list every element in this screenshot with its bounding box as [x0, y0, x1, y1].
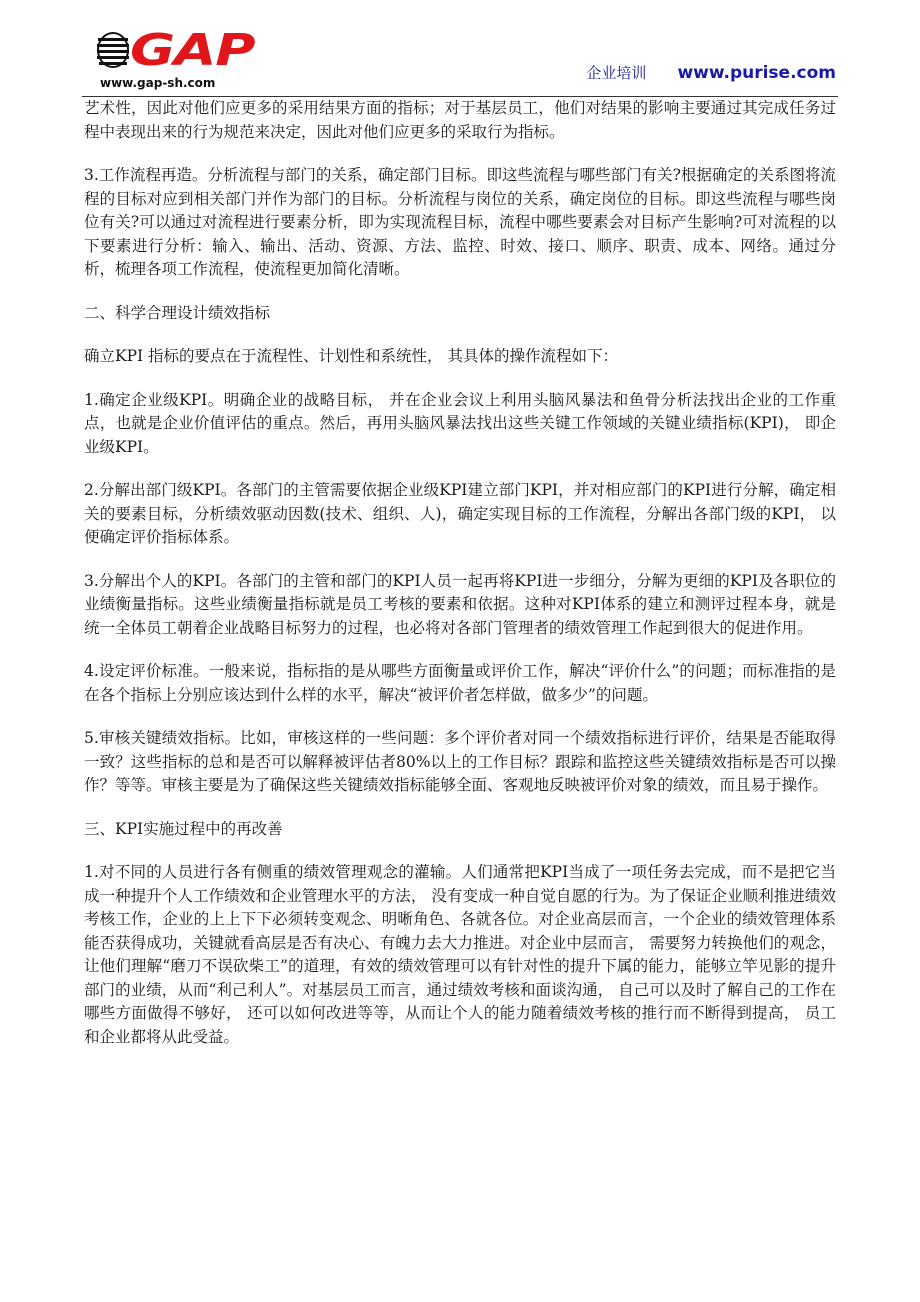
paragraph: 5.审核关键绩效指标。比如，审核这样的一些问题：多个评价者对同一个绩效指标进行评价，结果是否能取得一致？这些指标的总和是否可以解释被评估者80%以上的工作目标？跟踪和监控这些关键绩效指标是否可以操作？等等。审核主要是为了确保这些关键绩效指标能够全面、客观地反映被评价对象的绩效，而且易于操作。 — [84, 729, 836, 794]
paragraph-spacer — [84, 640, 836, 660]
paragraph-spacer — [84, 707, 836, 727]
site-url-link[interactable]: www.purise.com — [677, 63, 836, 83]
logo-url: www.gap-sh.com — [100, 76, 216, 90]
globe-icon — [96, 30, 130, 70]
paragraph: 3.分解出个人的KPI。各部门的主管和部门的KPI人员一起再将KPI进一步细分，分解为更细的KPI及各职位的业绩衡量指标。这些业绩衡量指标就是员工考核的要素和依据。这种对KPI体系的建立和测评过程本身，就是统一全体员工朝着企业战略目标努力的过程，也必将对各部门管理者的绩效管理工作起到很大的促进作用。 — [84, 571, 836, 637]
paragraph-spacer — [84, 841, 836, 861]
paragraph: 1.确定企业级KPI。明确企业的战略目标， 并在企业会议上利用头脑风暴法和鱼骨分析法找出企业的工作重点，也就是企业价值评估的重点。然后，再用头脑风暴法找出这些关键工作领域的关键业绩指标(KPI)， 即企业级KPI。 — [84, 390, 836, 456]
paragraph-spacer — [84, 369, 836, 389]
paragraph: 4.设定评价标准。一般来说，指标指的是从哪些方面衡量或评价工作，解决“评价什么”的问题；而标准指的是在各个指标上分别应该达到什么样的水平，解决“被评价者怎样做，做多少”的问题。 — [84, 662, 836, 704]
paragraph-spacer — [84, 282, 836, 302]
paragraph: 2.分解出部门级KPI。各部门的主管需要依据企业级KPI建立部门KPI，并对相应部门的KPI进行分解，确定相关的要素目标，分析绩效驱动因数(技术、组织、人)，确定实现目标的工作流程，分解出各部门级的KPI， 以便确定评价指标体系。 — [84, 481, 836, 546]
section-heading: 三、KPI实施过程中的再改善 — [84, 819, 283, 838]
paragraph-spacer — [84, 144, 836, 164]
paragraph: 确立KPI 指标的要点在于流程性、计划性和系统性， 其具体的操作流程如下： — [84, 347, 618, 365]
paragraph: 3.工作流程再造。分析流程与部门的关系，确定部门目标。即这些流程与哪些部门有关?根据确定的关系图将流程的目标对应到相关部门并作为部门的目标。分析流程与岗位的关系，确定岗位的目标。即这些流程与哪些岗位有关?可以通过对流程进行要素分析，即为实现流程目标，流程中哪些要素会对目标产生影响?可对流程的以下要素进行分析：输入、输出、活动、资源、方法、监控、时效、接口、顺序、职责、成本、网络。通过分析，梳理各项工作流程，使流程更加简化清晰。 — [84, 166, 836, 278]
paragraph: 1.对不同的人员进行各有侧重的绩效管理观念的灌输。人们通常把KPI当成了一项任务去完成，而不是把它当成一种提升个人工作绩效和企业管理水平的方法， 没有变成一种自觉自愿的行为。为了保证企业顺利推进绩效考核工作，企业的上上下下必须转变观念、明晰角色、各就各位。对企业高层而言，一个企业的绩效管理体系能否获得成功，关键就看高层是否有决心、有魄力去大力推进。对企业中层而言， 需要努力转换他们的观念，让他们理解“磨刀不误砍柴工”的道理，有效的绩效管理可以有针对性的提升下属的能力，能够立竿见影的提升部门的业绩，从而“利己利人”。对基层员工而言，通过绩效考核和面谈沟通， 自己可以及时了解自己的工作在哪些方面做得不够好， 还可以如何改进等等，从而让个人的能力随着绩效考核的推行而不断得到提高， 员工和企业都将从此受益。 — [84, 863, 836, 1046]
header-links — [586, 62, 836, 83]
nav-link-training[interactable]: 企业培训 — [586, 64, 647, 82]
paragraph: 艺术性，因此对他们应更多的采用结果方面的指标；对于基层员工，他们对结果的影响主要通过其完成任务过程中表现出来的行为规范来决定，因此对他们应更多的采取行为指标。 — [84, 99, 836, 141]
logo-wordmark: GAP — [130, 25, 255, 76]
paragraph-spacer — [84, 325, 836, 345]
article-body — [84, 97, 836, 1049]
paragraph-spacer — [84, 798, 836, 818]
paragraph-spacer — [84, 459, 836, 479]
gap-logo[interactable] — [96, 25, 255, 92]
page-header — [0, 0, 920, 100]
paragraph-spacer — [84, 550, 836, 570]
section-heading: 二、科学合理设计绩效指标 — [84, 303, 271, 322]
